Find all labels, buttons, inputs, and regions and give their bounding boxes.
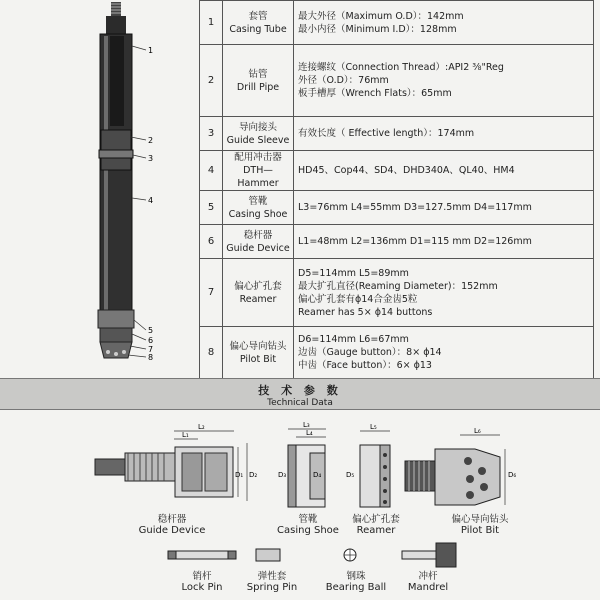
part-caption: 稳杆器 Guide Device — [138, 514, 206, 536]
parts-drawings — [0, 409, 600, 600]
casing-shoe — [98, 310, 134, 328]
svg-text:D₃: D₃ — [278, 471, 287, 479]
drill-pipe-inner — [110, 36, 124, 126]
row-number: 8 — [200, 327, 223, 379]
bearing-ball-drawing — [344, 549, 356, 561]
component-spec: D6=114mm L6=67mm 边齿（Gauge button）：8× ϕ14 中齿（Face button）：6× ϕ13 — [294, 327, 594, 379]
leader-line — [133, 155, 146, 158]
casing-shoe-drawing — [278, 421, 326, 507]
part-caption: 管靴 Casing Shoe — [277, 514, 339, 536]
pilot-bit-drawing — [405, 427, 516, 505]
leader-line — [132, 198, 146, 200]
mandrel-drawing — [402, 543, 456, 567]
component-name: 管靴 Casing Shoe — [223, 191, 294, 225]
row-number: 7 — [200, 259, 223, 327]
component-name: 偏心导向钻头 Pilot Bit — [223, 327, 294, 379]
callout-number: 4 — [148, 196, 154, 205]
part-caption: 偏心导向钻头 Pilot Bit — [451, 514, 509, 536]
part-caption: 钢珠 Bearing Ball — [325, 571, 387, 593]
svg-text:D₆: D₆ — [508, 471, 517, 479]
part-caption: 弹性套 Spring Pin — [246, 571, 298, 593]
leader-line — [134, 320, 146, 330]
component-spec: 最大外径（Maximum O.D）：142mm 最小内径（Minimum I.D）：128mm — [294, 1, 594, 45]
leader-line — [130, 346, 146, 349]
component-name: 钻管 Drill Pipe — [223, 45, 294, 117]
component-spec-table — [199, 0, 594, 379]
component-spec: L1=48mm L2=136mm D1=115 mm D2=126mm — [294, 225, 594, 259]
svg-text:D₄: D₄ — [313, 471, 322, 479]
component-name: 导向接头 Guide Sleeve — [223, 117, 294, 151]
component-spec: D5=114mm L5=89mm 最大扩孔直径(Reaming Diameter)：152mm 偏心扩孔套有ϕ14合金齿5粒 Reamer has 5× ϕ14 buttons — [294, 259, 594, 327]
technical-data-title-en: Technical Data — [267, 398, 333, 408]
svg-text:L₂: L₂ — [198, 423, 205, 431]
table-row — [200, 45, 594, 117]
component-name: 稳杆器 Guide Device — [223, 225, 294, 259]
casing-highlight — [104, 36, 108, 321]
leader-line — [132, 334, 146, 340]
callout-number: 6 — [148, 336, 154, 345]
svg-text:D₁: D₁ — [235, 471, 244, 479]
svg-text:L₁: L₁ — [182, 431, 189, 439]
callout-number: 1 — [148, 46, 154, 55]
leader-line — [128, 355, 146, 357]
technical-data-title-cn: 技 术 参 数 — [258, 384, 342, 397]
table-row — [200, 225, 594, 259]
spring-pin-drawing — [256, 549, 280, 561]
callout-number: 8 — [148, 353, 154, 362]
row-number: 3 — [200, 117, 223, 151]
callout-number: 7 — [148, 345, 154, 354]
row-number: 4 — [200, 151, 223, 191]
bit-button — [106, 350, 110, 354]
guide-device-drawing — [95, 423, 257, 501]
row-number: 5 — [200, 191, 223, 225]
row-number: 1 — [200, 1, 223, 45]
leader-line — [132, 46, 146, 50]
callout-number: 3 — [148, 154, 154, 163]
component-spec: 连接螺纹（Connection Thread）:API2 ⅜"Reg 外径（O.D）：76mm 板手槽厚（Wrench Flats）：65mm — [294, 45, 594, 117]
tool-assembly-drawing — [0, 0, 199, 380]
component-spec: HD45、Cop44、SD4、DHD340A、QL40、HM4 — [294, 151, 594, 191]
table-row — [200, 259, 594, 327]
bit-button — [114, 352, 118, 356]
table-row — [200, 151, 594, 191]
lock-pin-drawing — [168, 551, 236, 559]
row-number: 6 — [200, 225, 223, 259]
svg-text:D₂: D₂ — [249, 471, 258, 479]
component-spec: 有效长度（ Effective length）：174mm — [294, 117, 594, 151]
component-name: 配用冲击器 DTH—Hammer — [223, 151, 294, 191]
guide-sleeve-ring — [99, 150, 133, 158]
part-caption: 销杆 Lock Pin — [181, 571, 223, 593]
row-number: 2 — [200, 45, 223, 117]
table-row — [200, 1, 594, 45]
callout-number: 5 — [148, 326, 154, 335]
component-name: 偏心扩孔套 Reamer — [223, 259, 294, 327]
leader-line — [131, 137, 146, 140]
reamer — [100, 328, 132, 342]
svg-text:L₄: L₄ — [306, 429, 313, 437]
callout-number: 2 — [148, 136, 154, 145]
bit-button — [122, 350, 126, 354]
part-caption: 偏心扩孔套 Reamer — [352, 514, 400, 536]
svg-text:L₃: L₃ — [303, 421, 310, 429]
svg-text:L₅: L₅ — [370, 423, 377, 431]
table-row — [200, 191, 594, 225]
component-name: 套管 Casing Tube — [223, 1, 294, 45]
table-row — [200, 117, 594, 151]
table-row — [200, 327, 594, 379]
component-spec: L3=76mm L4=55mm D3=127.5mm D4=117mm — [294, 191, 594, 225]
svg-text:L₆: L₆ — [474, 427, 481, 435]
svg-text:D₅: D₅ — [346, 471, 355, 479]
technical-data-header — [0, 378, 600, 410]
reamer-drawing — [346, 423, 390, 507]
part-caption: 冲杆 Mandrel — [407, 571, 449, 593]
